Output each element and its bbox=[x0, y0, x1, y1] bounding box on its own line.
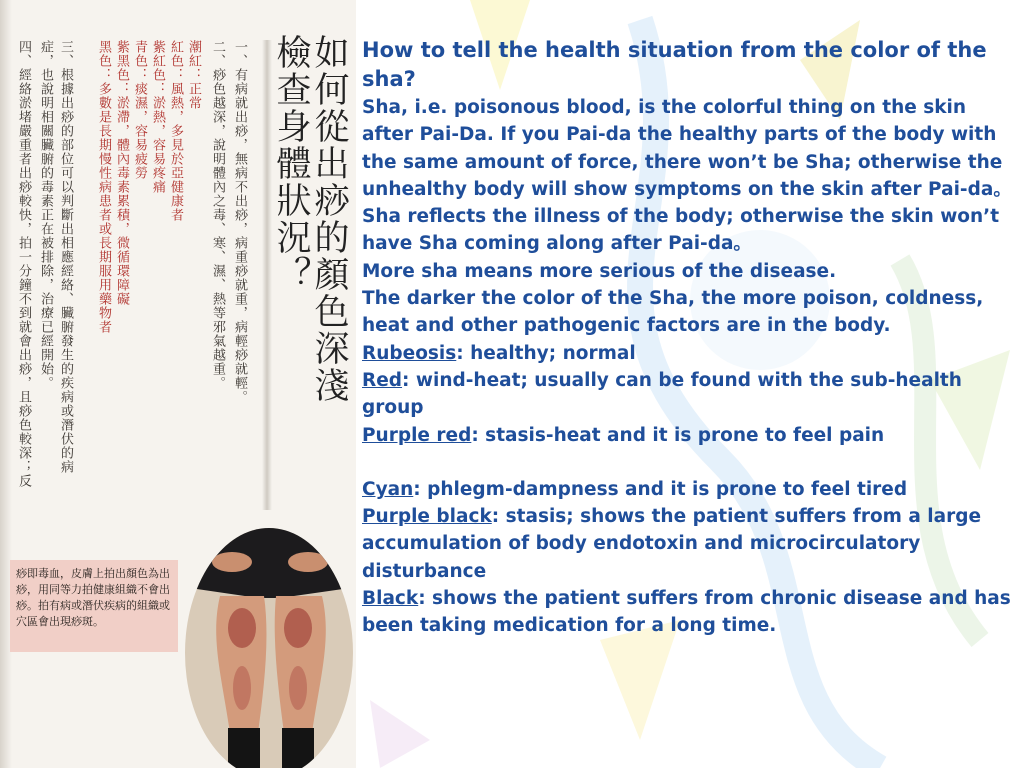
description: : stasis-heat and it is prone to feel pain bbox=[471, 424, 885, 446]
scan-title-line-2: 檢查身體狀況？ bbox=[271, 34, 311, 293]
scan-column: 黑色：多數是長期慢性病患者或長期服用藥物者 bbox=[96, 40, 111, 334]
list-item-purple-red bbox=[362, 422, 1014, 449]
list-item-red bbox=[362, 367, 1014, 422]
scan-column: 四、經絡淤堵嚴重者出痧較快，拍一分鐘不到就會出痧，且痧色較深；反 bbox=[16, 40, 31, 488]
legs-photo bbox=[180, 518, 358, 768]
scan-column: 紫紅色：淤熱，容易疼痛 bbox=[150, 40, 165, 194]
list-item-black bbox=[362, 585, 1014, 640]
description: : healthy; normal bbox=[456, 342, 636, 364]
page-shadow bbox=[0, 0, 12, 768]
scan-column: 二、痧色越深，說明體內之毒、寒、濕、熱等邪氣越重。 bbox=[210, 40, 225, 390]
scan-column: 症，也說明相關臟腑的毒素正在被排除，治療已經開始。 bbox=[38, 40, 53, 390]
list-item-purple-black bbox=[362, 503, 1014, 585]
caption-box bbox=[10, 560, 178, 652]
paragraph-definition: Sha, i.e. poisonous blood, is the colorful thing on the skin after Pai-Da. If you Pai-da the healthy parts of the body with the same amount of force, there won’t be Sha; otherwise the unhealthy body will show symptoms on the skin after Pai-da。 bbox=[362, 97, 1012, 200]
description: : stasis; shows the patient suffers from a large accumulation of body endotoxin and microcirculatory disturbance bbox=[362, 506, 982, 582]
term: Rubeosis bbox=[362, 342, 457, 364]
explanation-text bbox=[362, 36, 1014, 640]
term: Purple red bbox=[362, 424, 472, 446]
scan-column: 一、有病就出痧，無病不出痧，病重痧就重，病輕痧就輕。 bbox=[232, 40, 247, 404]
paragraph-darkness: The darker the color of the Sha, the more poison, coldness, heat and other pathogenic factors are in the body. bbox=[362, 288, 984, 337]
scan-column: 紅色：風熱，多見於亞健康者 bbox=[168, 40, 183, 222]
term: Cyan bbox=[362, 478, 414, 500]
caption-text: 痧即毒血，皮膚上拍出顏色為出痧，用同等力拍健康組織不會出痧。拍有病或潛伏疾病的組織或穴區會出現痧斑。 bbox=[16, 567, 170, 628]
description: : shows the patient suffers from chronic disease and has been taking medication for a long time. bbox=[362, 588, 1011, 637]
paragraph-severity: More sha means more serious of the disease. bbox=[362, 260, 837, 282]
list-item-rubeosis bbox=[362, 340, 1014, 367]
scan-column: 紫黑色：淤滯，體內毒素累積，微循環障礙 bbox=[114, 40, 129, 306]
blank-line bbox=[362, 449, 1014, 476]
list-item-cyan bbox=[362, 476, 1014, 503]
paragraph-reflection: Sha reflects the illness of the body; otherwise the skin won’t have Sha coming along after Pai-da。 bbox=[362, 206, 1000, 255]
scan-column: 三、根據出痧的部位可以判斷出相應經絡、臟腑發生的疾病或潛伏的病 bbox=[58, 40, 73, 474]
term: Purple black bbox=[362, 506, 492, 528]
term: Black bbox=[362, 588, 419, 610]
page-title: How to tell the health situation from the color of the sha? bbox=[362, 38, 987, 91]
scanned-book-page bbox=[0, 0, 356, 768]
scan-title-line-1: 如何從出痧的顏色深淺 bbox=[309, 34, 349, 404]
scan-column: 潮紅：正常 bbox=[186, 40, 201, 110]
term: Red bbox=[362, 369, 403, 391]
description: : phlegm-dampness and it is prone to feel tired bbox=[413, 478, 908, 500]
description: : wind-heat; usually can be found with the sub-health group bbox=[362, 369, 962, 419]
scan-column: 青色：痰濕，容易疲勞 bbox=[132, 40, 147, 180]
